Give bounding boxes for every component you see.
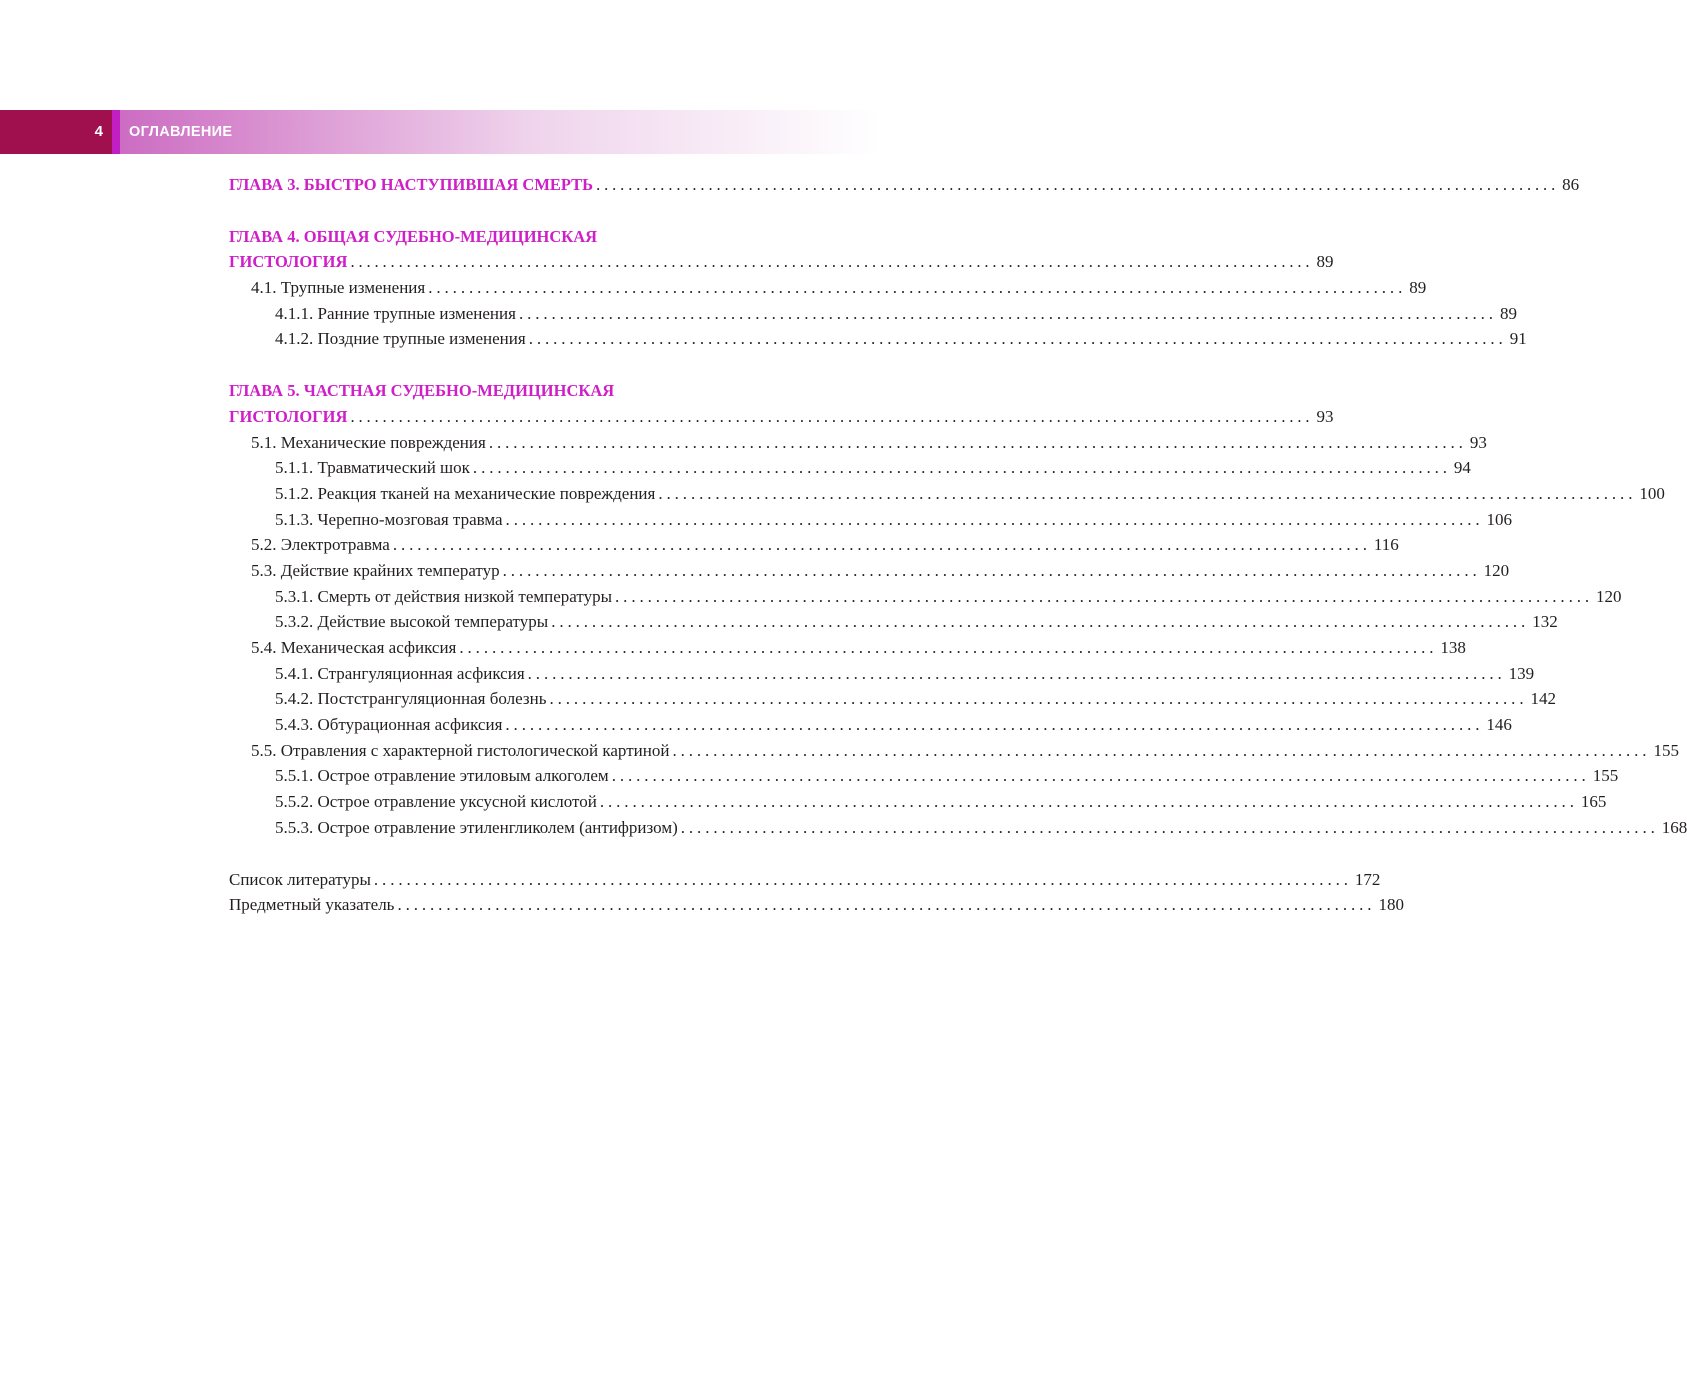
toc-leader-dots: ........................................................................................................................ <box>397 895 1376 915</box>
toc-leader-dots: ........................................................................................................................ <box>505 509 1484 529</box>
toc-section-5-1-3[interactable] <box>229 507 1513 533</box>
toc-section-5-1-2[interactable] <box>229 481 1665 507</box>
toc-entry-page: 100 <box>1639 483 1665 503</box>
toc-entry-page: 106 <box>1486 509 1513 529</box>
toc-entry-page: 93 <box>1316 406 1334 426</box>
toc-entry-label: 4.1.2. Поздние трупные изменения <box>275 329 526 349</box>
toc-leader-dots: ........................................................................................................................ <box>488 432 1467 452</box>
toc-entry-page: 168 <box>1661 817 1687 837</box>
toc-entry-label: Список литературы <box>229 869 371 889</box>
toc-leader-dots: ........................................................................................................................ <box>658 483 1637 503</box>
toc-entry-page: 180 <box>1378 895 1404 915</box>
toc-entry-label: 5.1. Механические повреждения <box>251 432 486 452</box>
toc-section-5-2[interactable] <box>229 532 1399 558</box>
toc-section-5-5-1[interactable] <box>229 763 1619 789</box>
toc-entry-label: 5.4.1. Странгуляционная асфиксия <box>275 663 525 683</box>
toc-leader-dots: ........................................................................................................................ <box>680 817 1659 837</box>
toc-entry-page: 132 <box>1532 612 1558 632</box>
toc-entry-page: 93 <box>1469 432 1487 452</box>
toc-entry-page: 142 <box>1530 689 1556 709</box>
toc-entry-page: 91 <box>1509 329 1527 349</box>
toc-section-5-1[interactable] <box>229 430 1487 456</box>
toc-entry-page: 138 <box>1440 638 1466 657</box>
toc-entry-page: 165 <box>1580 792 1607 812</box>
toc-leader-dots: ........................................................................................................................ <box>392 535 1371 555</box>
toc-section-5-5-3[interactable] <box>229 815 1687 841</box>
toc-entry-label: 5.5.3. Острое отравление этиленгликолем (антифризом) <box>275 817 678 837</box>
toc-section-4-1-2[interactable] <box>229 326 1527 352</box>
toc-entry-label: ГИСТОЛОГИЯ <box>229 406 348 426</box>
toc-entry-page: 94 <box>1453 458 1471 478</box>
toc-entry-label: 5.3. Действие крайних температур <box>251 560 500 580</box>
toc-leader-dots: ........................................................................................................................ <box>528 329 1507 349</box>
toc-entry-page: 172 <box>1354 869 1381 889</box>
toc-chapter-3[interactable] <box>229 172 1580 198</box>
toc-entry-label: 5.2. Электротравма <box>251 535 390 555</box>
toc-leader-dots: ........................................................................................................................ <box>373 869 1352 889</box>
toc-entry-label: 4.1.1. Ранние трупные изменения <box>275 303 516 323</box>
toc-leader-dots: ........................................................................................................................ <box>551 612 1530 632</box>
toc-leader-dots: ........................................................................................................................ <box>549 689 1528 709</box>
toc-entry-label: 5.1.1. Травматический шок <box>275 458 470 478</box>
header-accent-stripe <box>112 110 120 154</box>
toc-section-5-4-2[interactable] <box>229 686 1556 712</box>
toc-leader-dots: ........................................................................................................................ <box>527 663 1506 683</box>
toc-entry-page: 89 <box>1409 278 1427 298</box>
toc-section-5-4-1[interactable] <box>229 661 1535 687</box>
toc-entry-label: 5.1.3. Черепно-мозговая травма <box>275 509 503 529</box>
toc-leader-dots: ........................................................................................................................ <box>428 278 1407 298</box>
toc-entry-page: 89 <box>1316 252 1334 272</box>
toc-entry-label: 5.4.3. Обтурационная асфиксия <box>275 715 503 735</box>
toc-entry-label: 5.4. Механическая асфиксия <box>251 638 457 657</box>
toc-leader-dots: ........................................................................................................................ <box>350 406 1314 426</box>
table-of-contents <box>229 172 1687 918</box>
toc-section-5-4[interactable] <box>229 635 1466 661</box>
toc-leader-dots: ........................................................................................................................ <box>611 766 1590 786</box>
toc-chapter-4-title-line1[interactable]: ГЛАВА 4. ОБЩАЯ СУДЕБНО-МЕДИЦИНСКАЯ <box>229 226 598 246</box>
toc-entry-page: 120 <box>1596 586 1622 606</box>
toc-section-5-5-2[interactable] <box>229 789 1607 815</box>
page-number: 4 <box>0 110 112 154</box>
toc-section-5-1-1[interactable] <box>229 455 1471 481</box>
toc-section-5-4-3[interactable] <box>229 712 1512 738</box>
toc-section-5-3-2[interactable] <box>229 609 1558 635</box>
toc-entry-label: 5.3.2. Действие высокой температуры <box>275 612 549 632</box>
toc-entry-label: Предметный указатель <box>229 895 395 915</box>
toc-chapter-4[interactable] <box>229 249 1334 275</box>
toc-leader-dots: ........................................................................................................................ <box>615 586 1594 606</box>
toc-entry-label: 5.4.2. Постстрангуляционная болезнь <box>275 689 547 709</box>
toc-entry-label: 5.5.2. Острое отравление уксусной кислотой <box>275 792 597 812</box>
toc-chapter-5[interactable] <box>229 404 1334 430</box>
toc-entry-label: 5.1.2. Реакция тканей на механические повреждения <box>275 483 656 503</box>
toc-leader-dots: ........................................................................................................................ <box>596 175 1560 194</box>
toc-section-4-1[interactable] <box>229 275 1427 301</box>
toc-entry-page: 139 <box>1508 663 1535 683</box>
toc-leader-dots: ........................................................................................................................ <box>599 792 1578 812</box>
toc-entry-page: 155 <box>1592 766 1619 786</box>
running-header <box>0 110 880 154</box>
toc-entry-page: 116 <box>1373 535 1399 555</box>
toc-section-5-5[interactable] <box>229 738 1679 764</box>
toc-entry-page: 89 <box>1499 303 1517 323</box>
toc-section-4-1-1[interactable] <box>229 301 1517 327</box>
toc-entry-label: ГЛАВА 3. БЫСТРО НАСТУПИВШАЯ СМЕРТЬ <box>229 175 594 194</box>
toc-subject-index[interactable] <box>229 892 1404 918</box>
running-header-title: ОГЛАВЛЕНИЕ <box>129 124 233 140</box>
toc-section-5-3[interactable] <box>229 558 1510 584</box>
toc-leader-dots: ........................................................................................................................ <box>350 252 1314 272</box>
toc-entry-label: 4.1. Трупные изменения <box>251 278 426 298</box>
toc-entry-label: 5.3.1. Смерть от действия низкой температуры <box>275 586 613 606</box>
toc-entry-page: 146 <box>1486 715 1512 735</box>
toc-entry-page: 120 <box>1483 560 1510 580</box>
spacer <box>229 198 786 224</box>
toc-section-5-3-1[interactable] <box>229 584 1622 610</box>
toc-leader-dots: ........................................................................................................................ <box>472 458 1451 478</box>
toc-leader-dots: ........................................................................................................................ <box>502 560 1481 580</box>
toc-entry-label: 5.5.1. Острое отравление этиловым алкоголем <box>275 766 609 786</box>
toc-entry-page: 155 <box>1653 740 1679 760</box>
toc-chapter-5-title-line1[interactable]: ГЛАВА 5. ЧАСТНАЯ СУДЕБНО-МЕДИЦИНСКАЯ <box>229 381 615 401</box>
toc-entry-page: 86 <box>1562 175 1580 194</box>
toc-leader-dots: ........................................................................................................................ <box>459 638 1438 657</box>
toc-references[interactable] <box>229 867 1381 893</box>
spacer <box>229 841 786 867</box>
toc-leader-dots: ........................................................................................................................ <box>505 715 1484 735</box>
toc-entry-label: 5.5. Отравления с характерной гистологической картиной <box>251 740 670 760</box>
spacer <box>229 352 786 378</box>
toc-leader-dots: ........................................................................................................................ <box>518 303 1497 323</box>
toc-leader-dots: ........................................................................................................................ <box>672 740 1651 760</box>
toc-entry-label: ГИСТОЛОГИЯ <box>229 252 348 272</box>
